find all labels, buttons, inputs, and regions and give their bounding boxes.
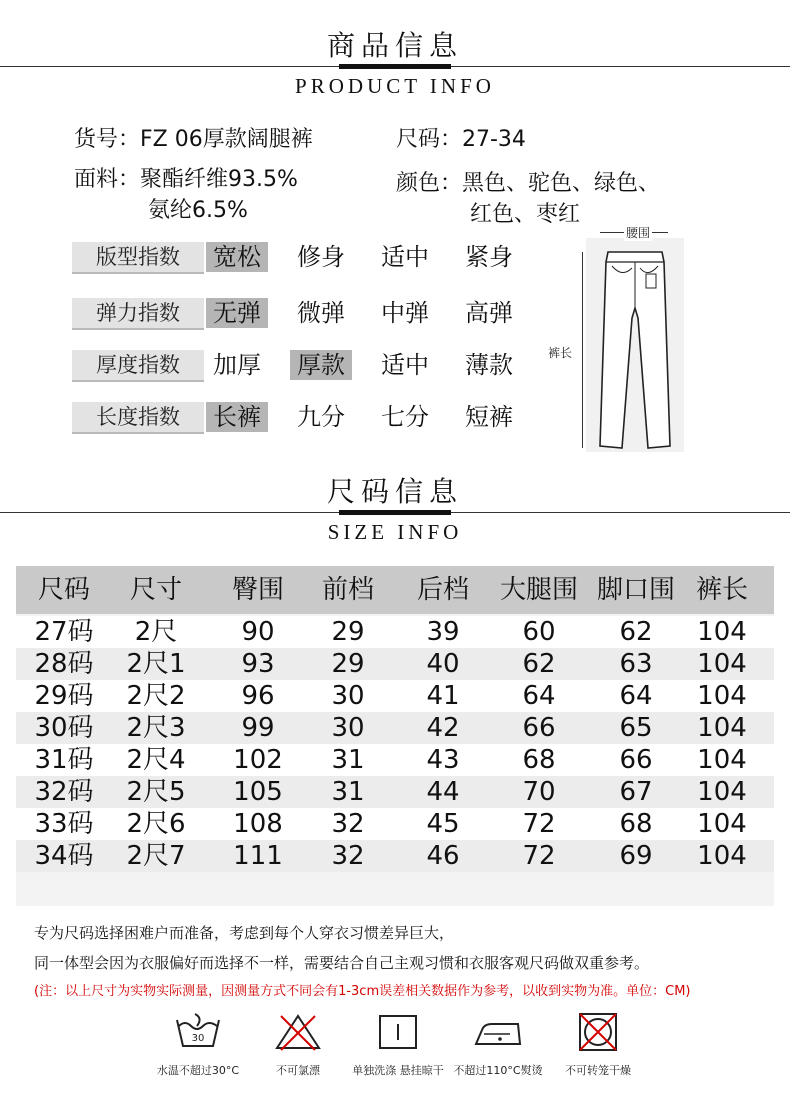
divider-accent (339, 510, 451, 515)
table-cell: 62 (619, 617, 653, 647)
index-option: 九分 (297, 403, 345, 431)
care-label: 不超过110°C熨烫 (453, 1064, 543, 1077)
table-row (16, 808, 774, 840)
table-row (16, 744, 774, 776)
table-row (16, 680, 774, 712)
index-label: 厚度指数 (72, 350, 204, 382)
divider-accent (339, 64, 451, 69)
table-cell: 63 (619, 649, 653, 679)
table-header-cell: 大腿围 (499, 575, 578, 605)
care-bleach (243, 1012, 353, 1078)
index-option: 七分 (381, 403, 429, 431)
table-cell: 33码 (34, 809, 94, 839)
note-line-1: 专为尺码选择困难户而准备，考虑到每个人穿衣习惯差异巨大， (34, 924, 455, 942)
colors-2: 红色、枣红 (470, 202, 581, 227)
product-info-subtitle: PRODUCT INFO (295, 74, 495, 98)
table-cell: 111 (233, 841, 283, 871)
table-row (16, 712, 774, 744)
table-cell: 2尺3 (126, 713, 186, 743)
index-option: 修身 (297, 243, 345, 271)
index-option-selected: 厚款 (290, 350, 352, 380)
table-cell: 2尺1 (126, 649, 186, 679)
table-cell: 31码 (34, 745, 94, 775)
table-cell: 2尺5 (126, 777, 186, 807)
size-range: 尺码：27-34 (396, 127, 526, 152)
table-header-cell: 后档 (416, 575, 469, 605)
table-cell: 43 (426, 745, 460, 775)
table-cell: 104 (697, 617, 747, 647)
care-wash (143, 1012, 253, 1078)
table-cell: 90 (241, 617, 275, 647)
table-cell: 30码 (34, 713, 94, 743)
table-cell: 2尺 (134, 617, 178, 647)
table-cell: 34码 (34, 841, 94, 871)
table-cell: 27码 (34, 617, 94, 647)
svg-text:30: 30 (191, 1033, 205, 1044)
index-option: 适中 (381, 243, 429, 271)
table-cell: 46 (426, 841, 460, 871)
table-cell: 72 (522, 809, 556, 839)
index-option-selected: 宽松 (206, 242, 268, 272)
table-cell: 32码 (34, 777, 94, 807)
index-option-selected: 无弹 (206, 298, 268, 328)
table-cell: 72 (522, 841, 556, 871)
table-header-cell: 尺码 (37, 575, 90, 605)
index-label: 弹力指数 (72, 298, 204, 330)
product-info-title: 商品信息 (326, 29, 463, 62)
index-option: 加厚 (213, 351, 261, 379)
colors: 颜色：黑色、驼色、绿色、 (396, 171, 661, 196)
table-cell: 104 (697, 841, 747, 871)
index-option: 短裤 (465, 403, 513, 431)
table-cell: 96 (241, 681, 275, 711)
index-option: 紧身 (465, 243, 513, 271)
index-option: 高弹 (465, 299, 513, 327)
table-cell: 31 (331, 777, 365, 807)
table-cell: 29 (331, 617, 365, 647)
table-cell: 102 (233, 745, 283, 775)
table-cell: 60 (522, 617, 556, 647)
table-header-cell: 尺寸 (129, 575, 182, 605)
iron-110-icon (470, 1012, 526, 1052)
no-tumble-dry-icon (573, 1012, 623, 1052)
pants-icon (586, 238, 684, 452)
hang-dry-icon (373, 1012, 423, 1052)
table-cell: 66 (522, 713, 556, 743)
table-cell: 65 (619, 713, 653, 743)
table-header-cell: 前档 (321, 575, 374, 605)
table-cell: 2尺2 (126, 681, 186, 711)
table-cell: 62 (522, 649, 556, 679)
size-info-title: 尺码信息 (326, 475, 463, 508)
fabric-composition: 面料：聚酯纤维93.5% (74, 167, 298, 192)
table-cell: 104 (697, 649, 747, 679)
index-option: 适中 (381, 351, 429, 379)
length-label: 裤长 (548, 346, 573, 360)
table-cell: 104 (697, 681, 747, 711)
table-header-cell: 脚口围 (596, 575, 675, 605)
table-cell: 31 (331, 745, 365, 775)
table-row (16, 840, 774, 872)
table-cell: 2尺7 (126, 841, 186, 871)
note-line-2: 同一体型会因为衣服偏好而选择不一样，需要结合自己主观习惯和衣服客观尺码做双重参考。 (34, 954, 650, 972)
size-table (16, 566, 774, 906)
care-label: 单独洗涤 悬挂晾干 (352, 1064, 444, 1077)
table-header (16, 566, 774, 614)
table-cell: 30 (331, 681, 365, 711)
index-option-selected: 长裤 (206, 402, 268, 432)
table-cell: 104 (697, 745, 747, 775)
care-hang-dry (343, 1012, 453, 1078)
table-cell: 104 (697, 713, 747, 743)
index-label: 版型指数 (72, 242, 204, 274)
care-tumble (543, 1012, 653, 1078)
table-cell: 70 (522, 777, 556, 807)
index-option: 微弹 (297, 299, 345, 327)
fabric-composition-2: 氨纶6.5% (148, 198, 248, 223)
index-label: 长度指数 (72, 402, 204, 434)
table-cell: 99 (241, 713, 275, 743)
table-cell: 32 (331, 809, 365, 839)
table-cell: 29 (331, 649, 365, 679)
table-row (16, 776, 774, 808)
care-label: 不可氯漂 (276, 1064, 320, 1077)
table-cell: 41 (426, 681, 460, 711)
table-cell: 105 (233, 777, 283, 807)
table-cell: 39 (426, 617, 460, 647)
waist-label: 腰围 (626, 226, 651, 240)
table-cell: 68 (522, 745, 556, 775)
table-cell: 108 (233, 809, 283, 839)
care-label: 不可转笼干燥 (565, 1064, 631, 1077)
table-cell: 44 (426, 777, 460, 807)
table-header-cell: 臀围 (231, 575, 284, 605)
table-cell: 104 (697, 809, 747, 839)
pants-diagram (586, 238, 684, 452)
table-cell: 45 (426, 809, 460, 839)
item-number: 货号：FZ 06厚款阔腿裤 (74, 127, 313, 152)
table-cell: 66 (619, 745, 653, 775)
table-cell: 64 (619, 681, 653, 711)
table-cell: 29码 (34, 681, 94, 711)
length-measure-line (582, 252, 583, 448)
index-option: 薄款 (465, 351, 513, 379)
table-cell: 30 (331, 713, 365, 743)
table-cell: 93 (241, 649, 275, 679)
table-cell: 68 (619, 809, 653, 839)
table-header-cell: 裤长 (695, 575, 748, 605)
care-iron (443, 1012, 553, 1078)
care-label: 水温不超过30°C (156, 1064, 240, 1077)
table-cell: 104 (697, 777, 747, 807)
table-cell: 2尺6 (126, 809, 186, 839)
table-row (16, 616, 774, 648)
table-cell: 64 (522, 681, 556, 711)
table-cell: 32 (331, 841, 365, 871)
no-bleach-icon (273, 1012, 323, 1052)
table-cell: 28码 (34, 649, 94, 679)
measurement-warning: (注：以上尺寸为实物实际测量，因测量方式不同会有1-3cm误差相关数据作为参考，以收到实物为准。单位：CM) (34, 984, 691, 999)
table-cell: 69 (619, 841, 653, 871)
size-info-subtitle: SIZE INFO (327, 520, 463, 544)
index-option: 中弹 (381, 299, 429, 327)
wash-30-icon (173, 1012, 223, 1052)
table-cell: 42 (426, 713, 460, 743)
table-row (16, 648, 774, 680)
table-cell: 2尺4 (126, 745, 186, 775)
table-cell: 67 (619, 777, 653, 807)
table-cell: 40 (426, 649, 460, 679)
